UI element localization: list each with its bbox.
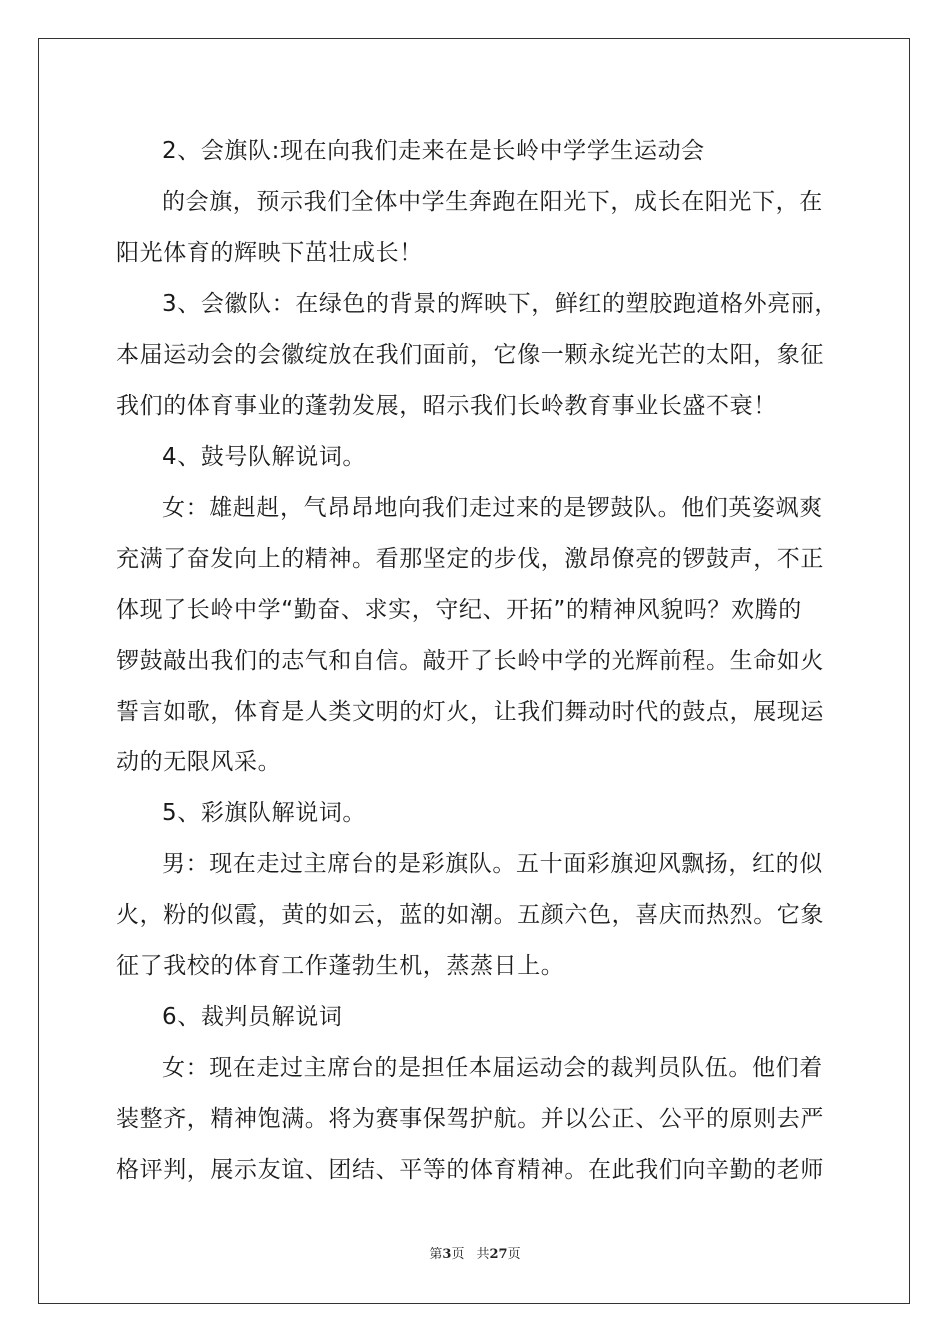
text-line: 动的无限风采。 — [116, 749, 282, 776]
text-line: 女：雄赳赳，气昂昂地向我们走过来的是锣鼓队。他们英姿飒爽 — [162, 494, 823, 521]
text-line: 火，粉的似霞，黄的如云，蓝的如潮。五颜六色，喜庆而热烈。它象 — [116, 902, 824, 929]
footer-page-suffix: 页 — [451, 1247, 465, 1262]
text-line: 本届运动会的会徽绽放在我们面前，它像一颗永绽光芒的太阳，象征 — [116, 341, 824, 368]
text-line: 体现了长岭中学“勤奋、求实，守纪、开拓”的精神风貌吗？欢腾的 — [116, 596, 802, 623]
footer-page-number: 3 — [442, 1247, 452, 1262]
text-line: 我们的体育事业的蓬勃发展，昭示我们长岭教育事业长盛不衰！ — [116, 392, 777, 419]
text-line: 6、裁判员解说词 — [162, 1004, 343, 1031]
text-line: 男：现在走过主席台的是彩旗队。五十面彩旗迎风飘扬，红的似 — [162, 851, 823, 878]
page-footer — [0, 1246, 950, 1264]
text-line: 充满了奋发向上的精神。看那坚定的步伐，激昂僚亮的锣鼓声，不正 — [116, 545, 824, 572]
text-line: 5、彩旗队解说词。 — [162, 800, 367, 827]
text-line: 4、鼓号队解说词。 — [162, 443, 367, 470]
footer-page-prefix: 第 — [429, 1247, 443, 1262]
footer-total-pages: 27 — [489, 1247, 508, 1262]
text-line: 锣鼓敲出我们的志气和自信。敲开了长岭中学的光辉前程。生命如火 — [116, 647, 824, 674]
text-line: 的会旗，预示我们全体中学生奔跑在阳光下，成长在阳光下，在 — [162, 188, 823, 215]
text-line: 女：现在走过主席台的是担任本届运动会的裁判员队伍。他们着 — [162, 1055, 823, 1082]
text-line: 格评判，展示友谊、团结、平等的体育精神。在此我们向辛勤的老师 — [116, 1157, 824, 1183]
text-line: 阳光体育的辉映下茁壮成长！ — [116, 239, 423, 266]
text-line: 誓言如歌，体育是人类文明的灯火，让我们舞动时代的鼓点，展现运 — [116, 698, 824, 725]
footer-total-suffix: 页 — [507, 1247, 521, 1262]
footer-total-prefix: 共 — [476, 1247, 490, 1262]
text-line: 征了我校的体育工作蓬勃生机，蒸蒸日上。 — [116, 953, 565, 980]
text-line: 2、会旗队:现在向我们走来在是长岭中学学生运动会 — [162, 138, 705, 164]
text-line: 3、会徽队：在绿色的背景的辉映下，鲜红的塑胶跑道格外亮丽， — [162, 290, 839, 317]
text-line: 装整齐，精神饱满。将为赛事保驾护航。并以公正、公平的原则去严 — [116, 1106, 824, 1133]
